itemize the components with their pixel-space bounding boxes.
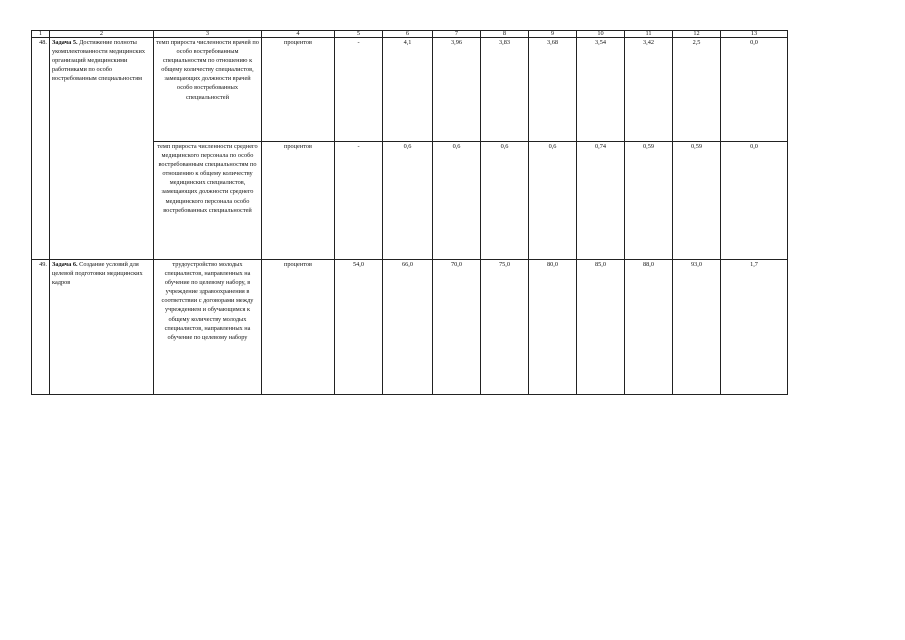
indicator-unit: процентов [262, 260, 335, 395]
value-cell: 4,1 [383, 38, 433, 142]
col-header: 13 [721, 31, 788, 38]
indicator-name: темп прироста численности среднего медицинского персонала по особо востребованным специальностям по отношению к общему количеству медицинских специалистов, замещающих должности среднего медицинского персонала особо востребованных специальностей [154, 142, 262, 260]
value-cell: 93,0 [673, 260, 721, 395]
col-header: 2 [50, 31, 154, 38]
value-cell: 0,6 [529, 142, 577, 260]
value-cell: 88,0 [625, 260, 673, 395]
value-cell: 0,59 [673, 142, 721, 260]
table-row [32, 38, 788, 142]
value-cell: 75,0 [481, 260, 529, 395]
task-cell [50, 38, 154, 260]
indicator-name: темп прироста численности врачей по особо востребованным специальностям по отношению к общему количеству специалистов, замещающих должности врачей особо востребованных специальностей [154, 38, 262, 142]
row-number: 48. [32, 38, 50, 260]
value-cell: 1,7 [721, 260, 788, 395]
value-cell: 0,74 [577, 142, 625, 260]
col-header: 5 [335, 31, 383, 38]
value-cell: 70,0 [433, 260, 481, 395]
col-header: 7 [433, 31, 481, 38]
col-header: 12 [673, 31, 721, 38]
value-cell: 2,5 [673, 38, 721, 142]
indicator-unit: процентов [262, 38, 335, 142]
indicators-table [31, 30, 788, 395]
value-cell: 0,0 [721, 38, 788, 142]
value-cell: 54,0 [335, 260, 383, 395]
task-title: Задача 5. [52, 39, 78, 46]
value-cell: - [335, 38, 383, 142]
task-text: Создание условий для целевой подготовки медицинских кадров [52, 261, 143, 287]
column-number-row [32, 31, 788, 38]
col-header: 1 [32, 31, 50, 38]
col-header: 3 [154, 31, 262, 38]
value-cell: 3,54 [577, 38, 625, 142]
col-header: 9 [529, 31, 577, 38]
value-cell: 80,0 [529, 260, 577, 395]
value-cell: 0,6 [383, 142, 433, 260]
value-cell: 3,96 [433, 38, 481, 142]
value-cell: 85,0 [577, 260, 625, 395]
value-cell: - [335, 142, 383, 260]
value-cell: 0,6 [481, 142, 529, 260]
col-header: 4 [262, 31, 335, 38]
col-header: 6 [383, 31, 433, 38]
task-text: Достижение полноты укомплектованности медицинских организаций медицинскими работниками по особо востребованным специальностям [52, 39, 145, 83]
task-cell [50, 260, 154, 395]
value-cell: 0,6 [433, 142, 481, 260]
value-cell: 3,68 [529, 38, 577, 142]
value-cell: 0,0 [721, 142, 788, 260]
col-header: 11 [625, 31, 673, 38]
table-row [32, 260, 788, 395]
col-header: 8 [481, 31, 529, 38]
indicator-unit: процентов [262, 142, 335, 260]
value-cell: 0,59 [625, 142, 673, 260]
value-cell: 66,0 [383, 260, 433, 395]
value-cell: 3,42 [625, 38, 673, 142]
indicator-name: трудоустройство молодых специалистов, направленных на обучение по целевому набору, в учреждение здравоохранения в соответствии с договорами между учреждением и обучающимся к общему количеству молодых специалистов, направленных на обучение по целевому набору [154, 260, 262, 395]
row-number: 49. [32, 260, 50, 395]
task-title: Задача 6. [52, 261, 78, 268]
col-header: 10 [577, 31, 625, 38]
value-cell: 3,83 [481, 38, 529, 142]
